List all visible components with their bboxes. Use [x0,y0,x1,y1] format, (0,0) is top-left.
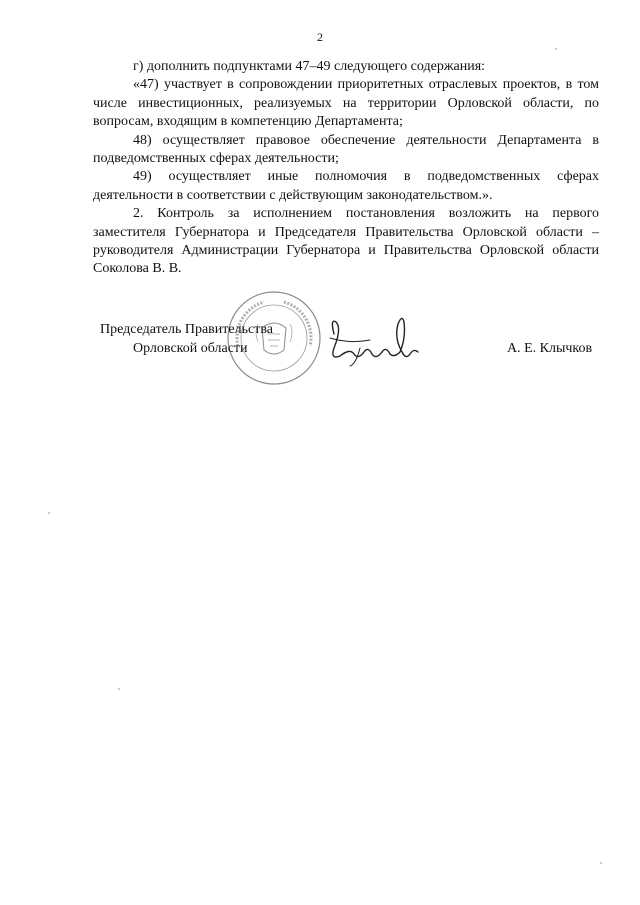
scan-speck [555,48,557,50]
scan-speck [118,688,120,690]
scan-speck [600,862,602,864]
signatory-title-line2: Орловской области [133,341,248,356]
paragraph-control: 2. Контроль за исполнением постановления возложить на первого заместителя Губернатора и Председателя Правительства Орловской области – руководителя Администрации Губернатора и Правительства Орловской области Соколова В. В. [93,206,599,277]
paragraph-item-48: 48) осуществляет правовое обеспечение деятельности Департамента в подведомственных сферах деятельности; [93,132,599,167]
signatory-title-line1: Председатель Правительства [100,322,273,337]
paragraph-amendment: г) дополнить подпунктами 47–49 следующего содержания: [133,59,486,74]
paragraph-item-49: 49) осуществляет иные полномочия в подведомственных сферах деятельности в соответствии с действующим законодательством.». [93,169,599,203]
page-number: 2 [317,30,323,44]
document-body [93,58,599,279]
signatory-name: А. Е. Клычков [507,341,593,356]
paragraph-item-47: «47) участвует в сопровождении приоритетных отраслевых проектов, в том числе инвестиционных, реализуемых на территории Орловской области, по вопросам, входящим в компетенцию Департамента; [93,77,599,130]
scan-speck [48,512,50,514]
handwritten-signature-icon [320,308,430,368]
official-seal-icon [224,288,324,388]
signature-block [0,280,640,390]
